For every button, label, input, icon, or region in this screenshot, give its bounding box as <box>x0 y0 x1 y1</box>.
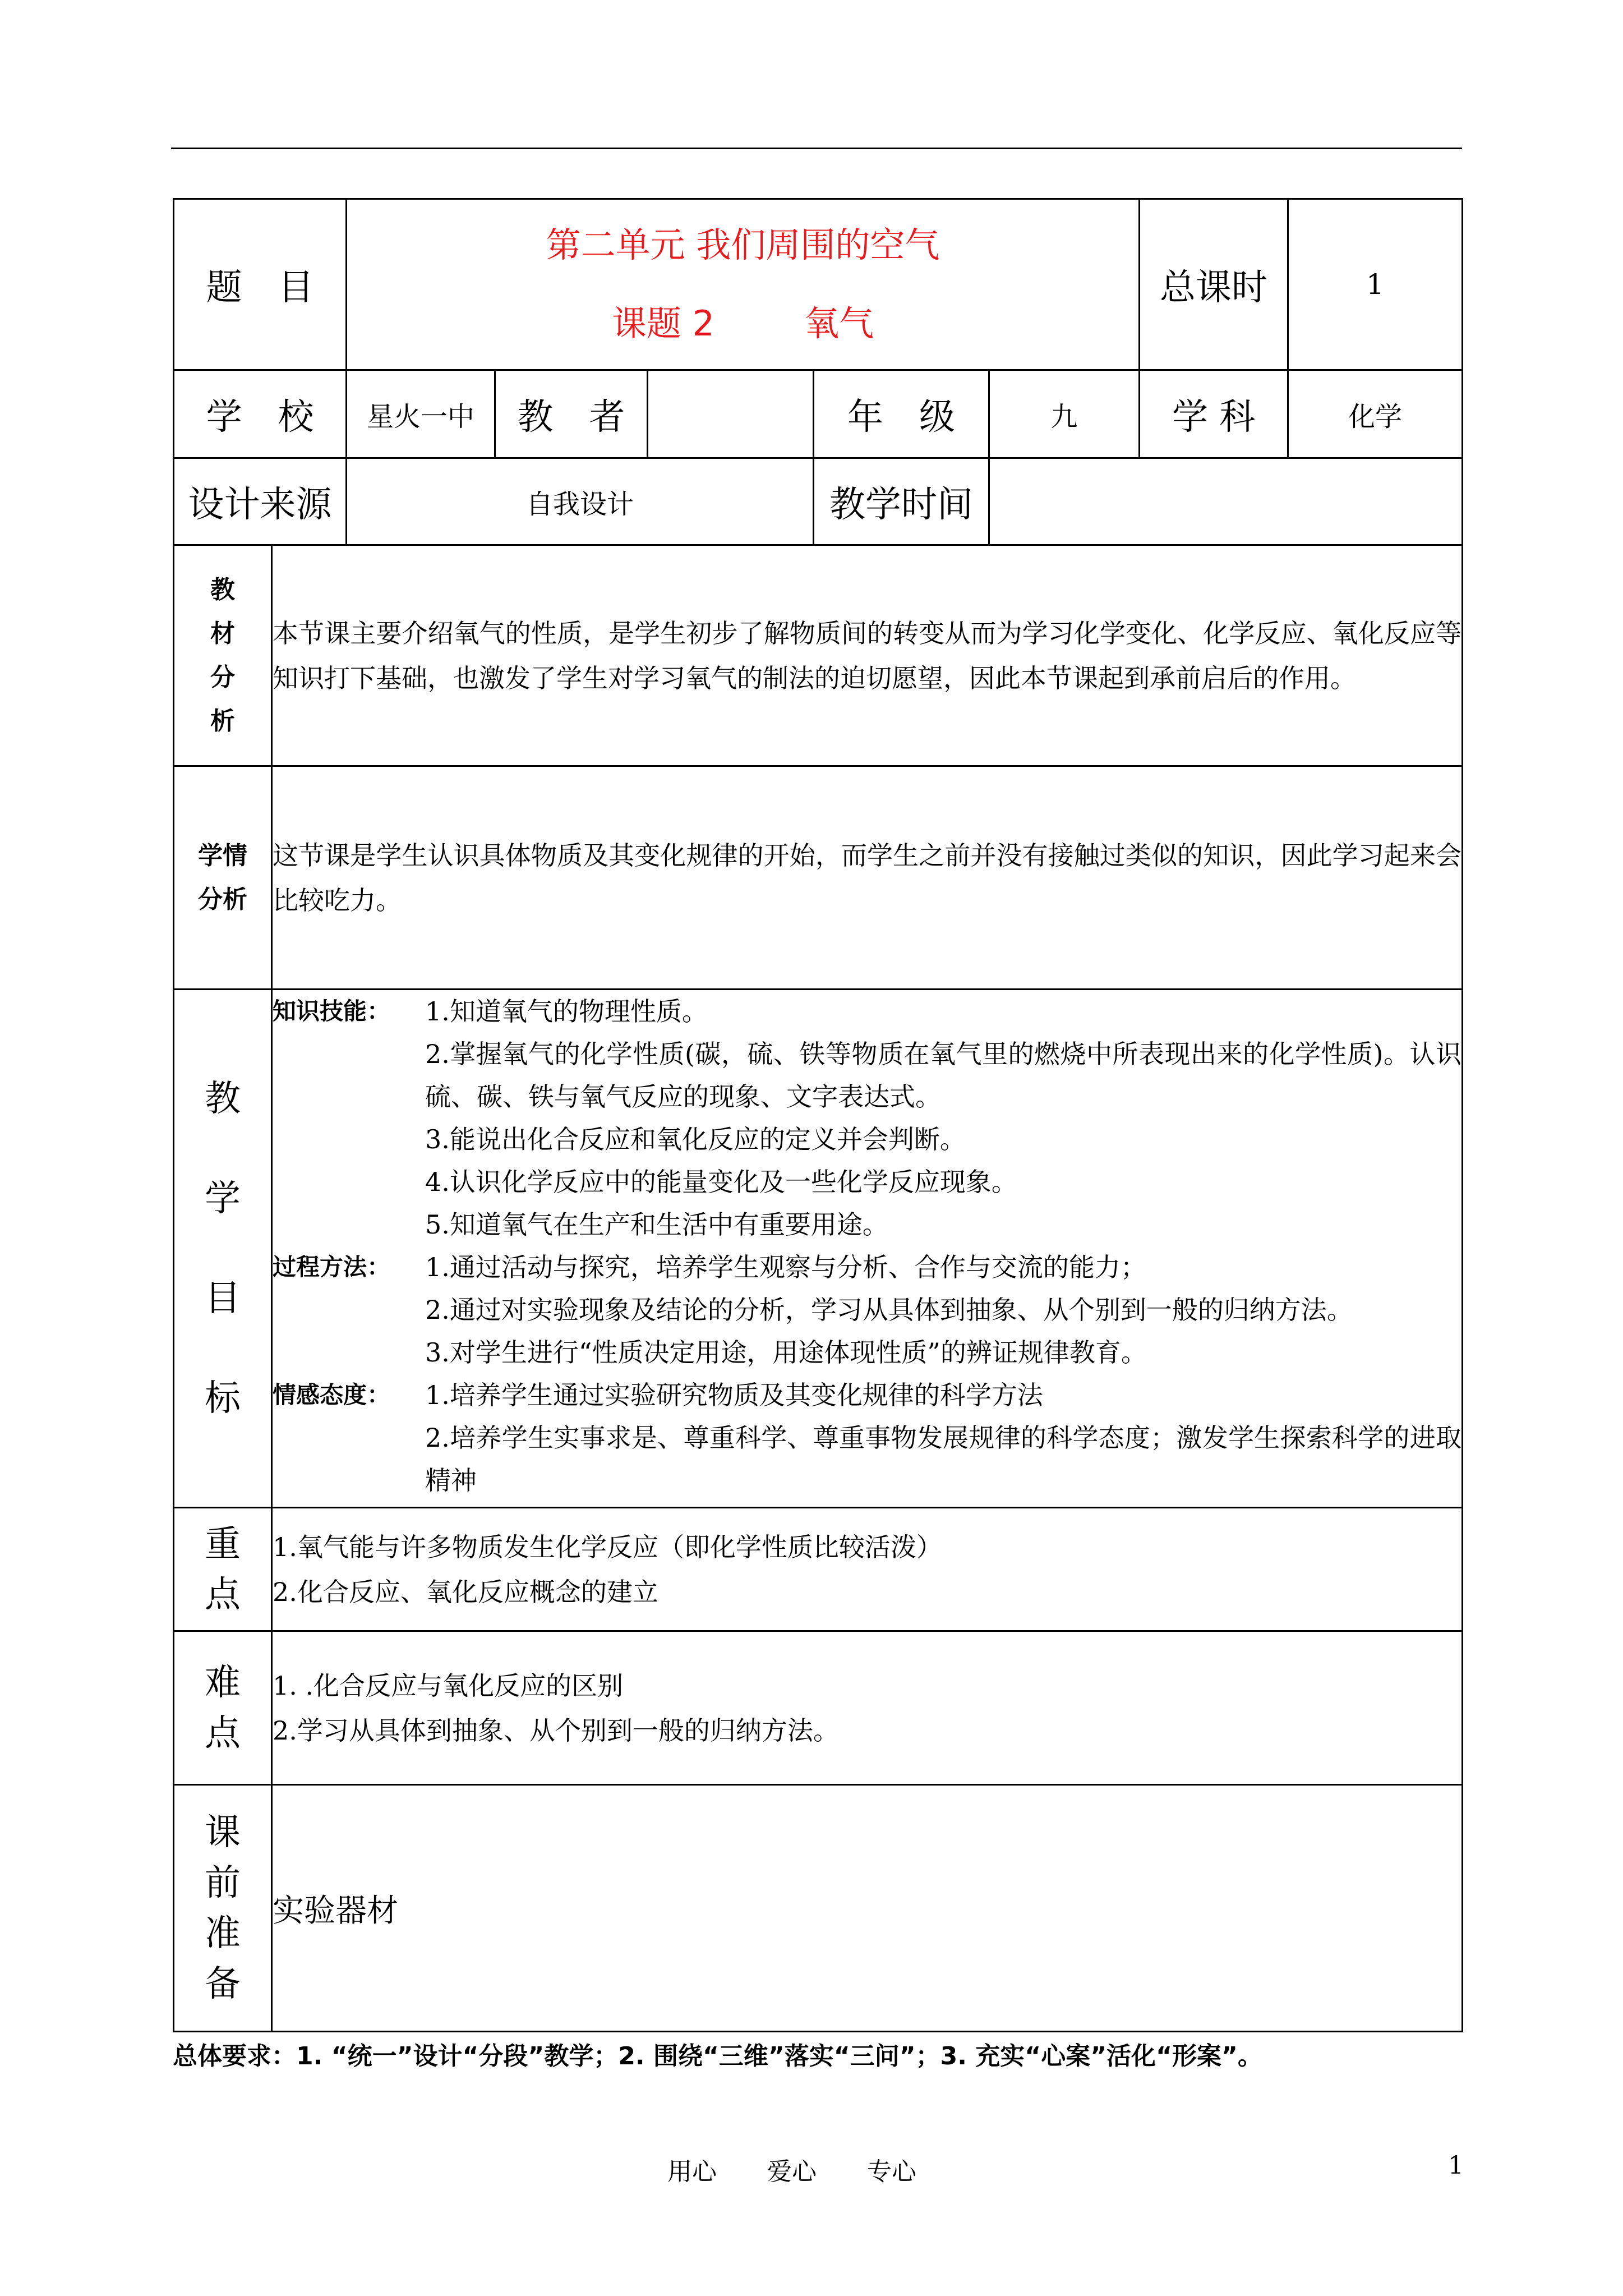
preparation-text: 实验器材 <box>272 1785 1463 2032</box>
goal-item: 4.认识化学反应中的能量变化及一些化学反应现象。 <box>425 1167 1017 1197</box>
lesson-plan-table <box>173 198 1463 2032</box>
footer-motto: 爱心 <box>767 2157 817 2186</box>
key-points-label: 重 点 <box>174 1508 272 1631</box>
students-label: 学情 分析 <box>174 766 272 990</box>
list-item: 2.学习从具体到抽象、从个别到一般的归纳方法。 <box>273 1715 839 1746</box>
preparation-row <box>174 1785 1463 2032</box>
students-text: 这节课是学生认识具体物质及其变化规律的开始，而学生之前并没有接触过类似的知识，因此学习起来会比较吃力。 <box>272 766 1463 990</box>
list-item: 1. .化合反应与氧化反应的区别 <box>273 1670 624 1701</box>
grade-label: 年 级 <box>814 370 989 458</box>
list-item: 2.化合反应、氧化反应概念的建立 <box>273 1576 658 1607</box>
teacher-value <box>648 370 814 458</box>
time-label: 教学时间 <box>814 458 989 545</box>
footer-motto: 专心 <box>867 2157 916 2186</box>
total-hours-value: 1 <box>1288 199 1463 370</box>
footer-motto: 用心 <box>667 2157 717 2186</box>
lesson-title <box>347 199 1140 370</box>
goal-item: 3.对学生进行“性质决定用途，用途体现性质”的辨证规律教育。 <box>425 1337 1147 1368</box>
knowledge-label: 知识技能： <box>273 997 391 1025</box>
title-label: 题 目 <box>174 199 347 370</box>
goal-item: 情感态度： 1.培养学生通过实验研究物质及其变化规律的科学方法 <box>273 1374 1461 1416</box>
difficulties-label: 难 点 <box>174 1631 272 1785</box>
goals-label: 教 学 目 标 <box>174 990 272 1508</box>
teacher-label: 教 者 <box>495 370 648 458</box>
footer-mottos <box>667 2151 916 2187</box>
source-label: 设计来源 <box>174 458 347 545</box>
subject-label: 学 科 <box>1140 370 1288 458</box>
preparation-label: 课 前 准 备 <box>174 1785 272 2032</box>
goal-item: 知识技能： 1.知道氧气的物理性质。 <box>273 990 1461 1033</box>
subject-value: 化学 <box>1288 370 1463 458</box>
school-value: 星火一中 <box>347 370 495 458</box>
goal-item: 2.培养学生实事求是、尊重科学、尊重事物发展规律的科学态度；激发学生探索科学的进取精神 <box>425 1423 1462 1496</box>
students-row <box>174 766 1463 990</box>
material-row <box>174 545 1463 766</box>
info-row <box>174 370 1463 458</box>
unit-title: 第二单元 我们周围的空气 <box>546 224 940 265</box>
process-label: 过程方法： <box>273 1253 391 1281</box>
topic-number: 课题 2 <box>611 303 715 344</box>
goal-item: 过程方法： 1.通过活动与探究，培养学生观察与分析、合作与交流的能力； <box>273 1246 1461 1289</box>
overall-requirements: 总体要求：1. “统一”设计“分段”教学；2. 围绕“三维”落实“三问”；3. 充实“心案”活化“形案”。 <box>173 2042 1262 2070</box>
grade-value: 九 <box>989 370 1140 458</box>
goal-item: 5.知道氧气在生产和生活中有重要用途。 <box>425 1209 888 1240</box>
total-hours-label: 总课时 <box>1140 199 1288 370</box>
title-row <box>174 199 1463 370</box>
key-points-list <box>272 1508 1463 1631</box>
school-label: 学 校 <box>174 370 347 458</box>
goals-row <box>174 990 1463 1508</box>
goals-content <box>272 990 1463 1508</box>
source-value: 自我设计 <box>347 458 814 545</box>
header-rule <box>171 148 1462 149</box>
goal-item: 2.通过对实验现象及结论的分析，学习从具体到抽象、从个别到一般的归纳方法。 <box>425 1295 1353 1325</box>
material-text: 本节课主要介绍氧气的性质，是学生初步了解物质间的转变从而为学习化学变化、化学反应、氧化反应等知识打下基础，也激发了学生对学习氧气的制法的迫切愿望，因此本节课起到承前启后的作用。 <box>272 545 1463 766</box>
topic-title <box>347 293 1138 355</box>
emotion-label: 情感态度： <box>273 1381 391 1409</box>
difficulties-list <box>272 1631 1463 1785</box>
goal-item: 2.掌握氧气的化学性质(碳，硫、铁等物质在氧气里的燃烧中所表现出来的化学性质)。认识硫、碳、铁与氧气反应的现象、文字表达式。 <box>425 1039 1462 1112</box>
topic-name: 氧气 <box>804 303 874 344</box>
key-points-row <box>174 1508 1463 1631</box>
list-item: 1.氧气能与许多物质发生化学反应（即化学性质比较活泼） <box>273 1531 942 1562</box>
material-label: 教 材 分 析 <box>174 545 272 766</box>
difficulties-row <box>174 1631 1463 1785</box>
time-value <box>989 458 1463 545</box>
source-row <box>174 458 1463 545</box>
page-number: 1 <box>1448 2151 1464 2180</box>
goal-item: 3.能说出化合反应和氧化反应的定义并会判断。 <box>425 1124 966 1154</box>
